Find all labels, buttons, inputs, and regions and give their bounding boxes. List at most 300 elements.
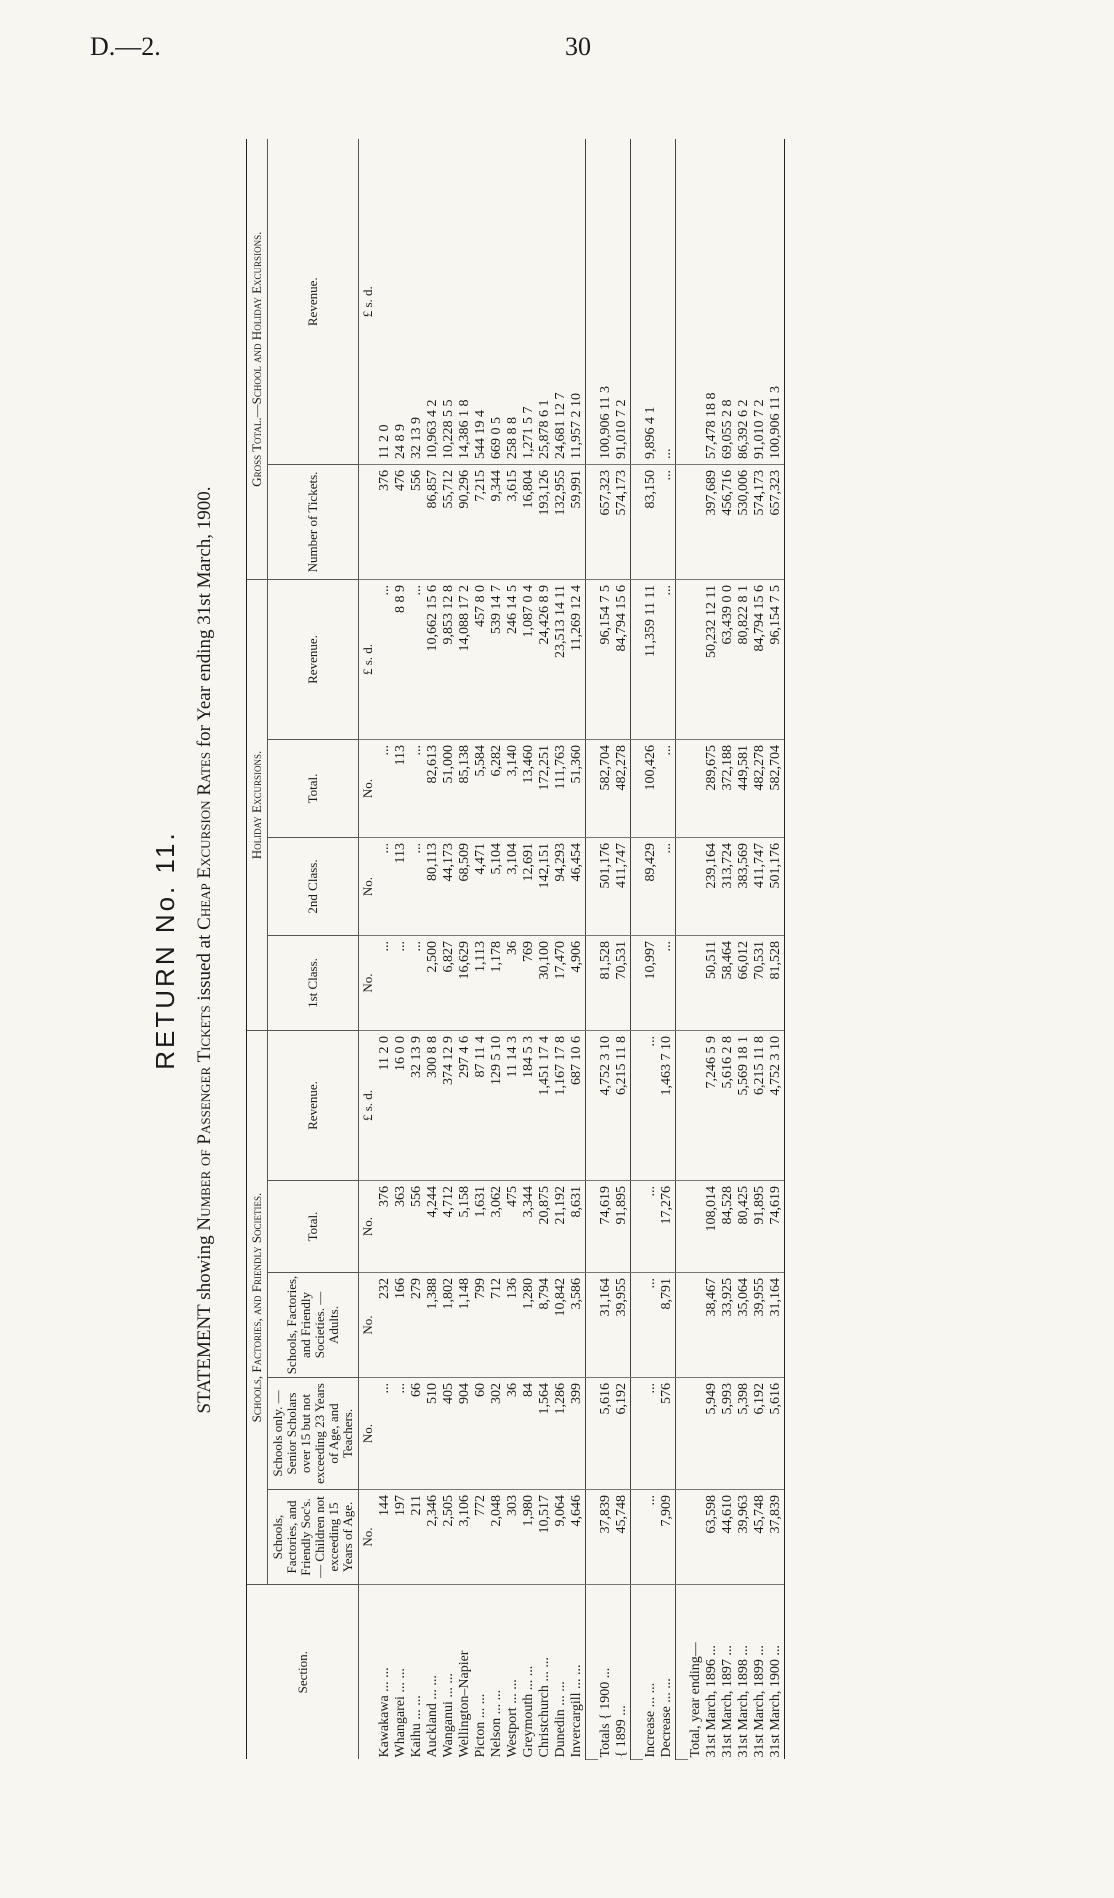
units-row: [359, 139, 378, 1759]
holiday-total-header: Total.: [268, 740, 359, 838]
cell-s_total: 3,062: [489, 1181, 505, 1273]
row-label: 31st March, 1898 ...: [736, 1645, 751, 1758]
cell-h_revenue: 9,853 12 8: [441, 579, 457, 739]
cell-h_revenue: 457 8 0: [473, 579, 489, 739]
statement-text-4: Cheap Excursion Rates: [194, 751, 215, 930]
row-label: Total, year ending—: [688, 1642, 703, 1758]
statement-text-2: Number of Passenger Tickets: [194, 1005, 215, 1231]
cell-h_revenue: 14,088 17 2: [457, 579, 473, 739]
spacer-cell: [586, 936, 599, 1031]
cell-first: 6,827: [441, 936, 457, 1031]
cell-h_total: 582,704: [598, 740, 614, 838]
row-label: Picton ... ...: [473, 1693, 488, 1758]
cell-h_revenue: 1,087 0 4: [521, 579, 537, 739]
spacer-cell: [586, 838, 599, 936]
cell-s_revenue: 11 2 0: [377, 1031, 393, 1181]
cell-s_total: 5,158: [457, 1181, 473, 1273]
page-number: 30: [565, 32, 591, 61]
cell-first: 17,470: [553, 936, 569, 1031]
unit-no: No.: [359, 1490, 378, 1585]
cell-s_total: 20,875: [537, 1181, 553, 1273]
cell-s_total: ...: [643, 1181, 659, 1273]
row-label: Kaihu ... ...: [409, 1695, 424, 1758]
cell-adults: 799: [473, 1273, 489, 1378]
cell-children: 772: [473, 1490, 489, 1585]
unit-lsd: £ s. d.: [359, 1031, 378, 1181]
cell-g_revenue: 11 2 0: [377, 139, 393, 464]
cell-second: 4,471: [473, 838, 489, 936]
cell-h_total: 449,581: [736, 740, 752, 838]
table-row: [489, 139, 505, 1759]
cell-s_revenue: 4,752 3 10: [768, 1031, 785, 1181]
table-row: [393, 139, 409, 1759]
spacer-cell: [586, 1585, 599, 1760]
cell-h_revenue: 10,662 15 6: [425, 579, 441, 739]
cell-first: 2,500: [425, 936, 441, 1031]
spacer-cell: [631, 740, 644, 838]
cell-h_revenue: 80,822 8 1: [736, 579, 752, 739]
spacer-cell: [676, 936, 689, 1031]
cell-h_total: ...: [409, 740, 425, 838]
cell-children: 45,748: [752, 1490, 768, 1585]
cell-g_tickets: 456,716: [720, 464, 736, 579]
section-header: Section.: [247, 1585, 359, 1760]
schools-group-header: Schools, Factories, and Friendly Societies.: [247, 1031, 268, 1585]
table-row: [752, 139, 768, 1759]
cell-first: 30,100: [537, 936, 553, 1031]
spacer-cell: [676, 1378, 689, 1490]
spacer-cell: [586, 1181, 599, 1273]
cell-second: ...: [377, 838, 393, 936]
cell-senior: ...: [643, 1378, 659, 1490]
table-row: [643, 139, 659, 1759]
table-row: [537, 139, 553, 1759]
cell-senior: 6,192: [614, 1378, 631, 1490]
row-label: Auckland ... ...: [425, 1675, 440, 1758]
cell-second: 44,173: [441, 838, 457, 936]
cell-s_revenue: 687 10 6: [569, 1031, 586, 1181]
cell-children: 4,646: [569, 1490, 586, 1585]
cell-adults: 136: [505, 1273, 521, 1378]
statement-title: [194, 140, 216, 1760]
cell-second: 113: [393, 838, 409, 936]
cell-h_revenue: 84,794 15 6: [752, 579, 768, 739]
table-row: [688, 139, 704, 1759]
table-row: [704, 139, 720, 1759]
unit-no: No.: [359, 740, 378, 838]
row-label: Westport ... ...: [505, 1679, 520, 1758]
cell-g_tickets: 657,323: [768, 464, 785, 579]
spacer-row: [676, 139, 689, 1759]
cell-g_tickets: [688, 464, 704, 579]
row-label: 31st March, 1899 ...: [752, 1645, 767, 1758]
row-label: 31st March, 1900 ...: [768, 1585, 785, 1760]
cell-h_revenue: 63,439 0 0: [720, 579, 736, 739]
row-label: Wellington–Napier: [457, 1650, 472, 1758]
cell-children: 10,517: [537, 1490, 553, 1585]
cell-adults: 1,280: [521, 1273, 537, 1378]
cell-h_total: 372,188: [720, 740, 736, 838]
spacer-cell: [676, 1273, 689, 1378]
cell-h_total: 172,251: [537, 740, 553, 838]
cell-senior: 5,949: [704, 1378, 720, 1490]
holiday-revenue-header: Revenue.: [268, 579, 359, 739]
cell-adults: 31,164: [598, 1273, 614, 1378]
cell-g_revenue: 10,963 4 2: [425, 139, 441, 464]
unit-no: No.: [359, 936, 378, 1031]
cell-second: ...: [409, 838, 425, 936]
cell-adults: 10,842: [553, 1273, 569, 1378]
cell-s_total: [688, 1181, 704, 1273]
table-row: [457, 139, 473, 1759]
table-row: [521, 139, 537, 1759]
cell-second: ...: [659, 838, 676, 936]
cell-h_total: [688, 740, 704, 838]
spacer-cell: [586, 1490, 599, 1585]
cell-g_tickets: 376: [377, 464, 393, 579]
cell-senior: 1,564: [537, 1378, 553, 1490]
gross-group-header: Gross Total.—School and Holiday Excursions.: [247, 139, 268, 579]
cell-children: 197: [393, 1490, 409, 1585]
cell-second: 411,747: [752, 838, 768, 936]
cell-children: 63,598: [704, 1490, 720, 1585]
spacer-cell: [631, 579, 644, 739]
unit-lsd: £ s. d.: [359, 139, 378, 464]
spacer-cell: [586, 1378, 599, 1490]
cell-g_revenue: 100,906 11 3: [598, 139, 614, 464]
cell-first: ...: [393, 936, 409, 1031]
cell-h_revenue: ...: [659, 579, 676, 739]
cell-s_revenue: 87 11 4: [473, 1031, 489, 1181]
cell-g_tickets: 59,991: [569, 464, 586, 579]
spacer-cell: [676, 464, 689, 579]
row-label: 31st March, 1897 ...: [720, 1645, 735, 1758]
cell-s_revenue: 32 13 9: [409, 1031, 425, 1181]
cell-second: 313,724: [720, 838, 736, 936]
children-header: Schools, Factories, and Friendly Soc's. — Children not exceeding 15 Years of Age.: [268, 1490, 359, 1585]
cell-g_tickets: 55,712: [441, 464, 457, 579]
cell-s_total: 556: [409, 1181, 425, 1273]
cell-adults: ...: [643, 1273, 659, 1378]
cell-first: 1,113: [473, 936, 489, 1031]
cell-second: 68,509: [457, 838, 473, 936]
cell-adults: 38,467: [704, 1273, 720, 1378]
spacer-cell: [676, 838, 689, 936]
cell-s_revenue: 184 5 3: [521, 1031, 537, 1181]
cell-s_total: 91,895: [614, 1181, 631, 1273]
cell-s_total: 8,631: [569, 1181, 586, 1273]
unit-lsd: £ s. d.: [359, 579, 378, 739]
cell-s_revenue: 6,215 11 8: [614, 1031, 631, 1181]
cell-h_total: 85,138: [457, 740, 473, 838]
cell-g_revenue: 57,478 18 8: [704, 139, 720, 464]
cell-first: 70,531: [752, 936, 768, 1031]
cell-s_revenue: 5,569 18 1: [736, 1031, 752, 1181]
cell-adults: 39,955: [752, 1273, 768, 1378]
row-label: Greymouth ... ...: [521, 1665, 536, 1758]
spacer-cell: [676, 1031, 689, 1181]
cell-senior: ...: [377, 1378, 393, 1490]
cell-adults: 8,794: [537, 1273, 553, 1378]
cell-children: ...: [643, 1490, 659, 1585]
cell-g_revenue: 10,228 5 5: [441, 139, 457, 464]
cell-h_total: 51,360: [569, 740, 586, 838]
cell-h_total: ...: [659, 740, 676, 838]
cell-s_total: 91,895: [752, 1181, 768, 1273]
cell-s_total: 363: [393, 1181, 409, 1273]
cell-senior: 60: [473, 1378, 489, 1490]
table-row: [720, 139, 736, 1759]
spacer-cell: [631, 1585, 644, 1760]
first-class-header: 1st Class.: [268, 936, 359, 1031]
cell-h_total: 3,140: [505, 740, 521, 838]
cell-second: 89,429: [643, 838, 659, 936]
cell-g_revenue: 669 0 5: [489, 139, 505, 464]
cell-g_revenue: 14,386 1 8: [457, 139, 473, 464]
cell-s_total: 475: [505, 1181, 521, 1273]
cell-h_total: 113: [393, 740, 409, 838]
cell-h_total: 13,460: [521, 740, 537, 838]
cell-senior: 36: [505, 1378, 521, 1490]
cell-second: [688, 838, 704, 936]
spacer-cell: [676, 139, 689, 464]
units-blank: [359, 1585, 378, 1760]
cell-h_total: 582,704: [768, 740, 785, 838]
cell-children: 303: [505, 1490, 521, 1585]
cell-g_revenue: 258 8 8: [505, 139, 521, 464]
cell-first: 58,464: [720, 936, 736, 1031]
document-code: D.—2.: [90, 32, 161, 61]
cell-adults: 166: [393, 1273, 409, 1378]
cell-first: ...: [377, 936, 393, 1031]
cell-s_total: 376: [377, 1181, 393, 1273]
cell-h_total: 100,426: [643, 740, 659, 838]
cell-second: 94,293: [553, 838, 569, 936]
cell-s_total: 4,712: [441, 1181, 457, 1273]
cell-s_total: 17,276: [659, 1181, 676, 1273]
cell-g_revenue: 1,271 5 7: [521, 139, 537, 464]
cell-senior: 510: [425, 1378, 441, 1490]
cell-children: 1,980: [521, 1490, 537, 1585]
cell-adults: 8,791: [659, 1273, 676, 1378]
cell-first: 36: [505, 936, 521, 1031]
cell-g_revenue: 86,392 6 2: [736, 139, 752, 464]
spacer-cell: [586, 139, 599, 464]
cell-senior: 405: [441, 1378, 457, 1490]
table-row: [736, 139, 752, 1759]
statement-text-1: STATEMENT showing: [194, 1230, 215, 1414]
cell-h_revenue: 96,154 7 5: [768, 579, 785, 739]
spacer-cell: [676, 740, 689, 838]
cell-senior: 1,286: [553, 1378, 569, 1490]
cell-g_tickets: 16,804: [521, 464, 537, 579]
row-label: Invercargill ... ...: [569, 1664, 584, 1758]
cell-children: 144: [377, 1490, 393, 1585]
cell-g_revenue: 69,055 2 8: [720, 139, 736, 464]
cell-s_total: 1,631: [473, 1181, 489, 1273]
cell-children: 3,106: [457, 1490, 473, 1585]
cell-first: 50,511: [704, 936, 720, 1031]
cell-g_tickets: 3,615: [505, 464, 521, 579]
cell-second: 12,691: [521, 838, 537, 936]
cell-g_tickets: 9,344: [489, 464, 505, 579]
row-label: { 1899 ...: [614, 1705, 629, 1758]
unit-blank: [359, 464, 378, 579]
cell-second: 3,104: [505, 838, 521, 936]
cell-senior: 5,616: [598, 1378, 614, 1490]
cell-s_revenue: 374 12 9: [441, 1031, 457, 1181]
cell-senior: 6,192: [752, 1378, 768, 1490]
excursion-table: [246, 139, 785, 1760]
cell-h_revenue: ...: [409, 579, 425, 739]
cell-h_revenue: ...: [377, 579, 393, 739]
cell-first: 66,012: [736, 936, 752, 1031]
cell-h_revenue: 84,794 15 6: [614, 579, 631, 739]
cell-second: 46,454: [569, 838, 586, 936]
unit-no: No.: [359, 838, 378, 936]
row-label: Nelson ... ...: [489, 1689, 504, 1758]
cell-g_tickets: 574,173: [752, 464, 768, 579]
cell-h_revenue: 11,269 12 4: [569, 579, 586, 739]
table-row: [409, 139, 425, 1759]
cell-g_tickets: 657,323: [598, 464, 614, 579]
cell-s_revenue: 297 4 6: [457, 1031, 473, 1181]
spacer-cell: [631, 1490, 644, 1585]
cell-senior: 5,398: [736, 1378, 752, 1490]
cell-first: ...: [659, 936, 676, 1031]
statement-text-5: for Year ending 31st March, 1900.: [194, 486, 215, 752]
cell-g_revenue: 9,896 4 1: [643, 139, 659, 464]
table-row: [377, 139, 393, 1759]
cell-s_total: 3,344: [521, 1181, 537, 1273]
cell-adults: 232: [377, 1273, 393, 1378]
cell-adults: 3,586: [569, 1273, 586, 1378]
cell-children: 2,346: [425, 1490, 441, 1585]
cell-children: 37,839: [768, 1490, 785, 1585]
cell-g_revenue: 25,878 6 1: [537, 139, 553, 464]
row-label: Christchurch ... ...: [537, 1657, 552, 1758]
cell-senior: 5,993: [720, 1378, 736, 1490]
cell-s_total: 4,244: [425, 1181, 441, 1273]
row-label: Kawakawa ... ...: [377, 1667, 392, 1758]
cell-h_revenue: 539 14 7: [489, 579, 505, 739]
cell-senior: 904: [457, 1378, 473, 1490]
cell-children: 2,505: [441, 1490, 457, 1585]
row-label: Whangarei ... ...: [393, 1668, 408, 1758]
spacer-cell: [631, 936, 644, 1031]
cell-s_revenue: 1,463 7 10: [659, 1031, 676, 1181]
cell-h_revenue: 24,426 8 9: [537, 579, 553, 739]
holiday-group-header: Holiday Excursions.: [247, 579, 268, 1030]
cell-second: 411,747: [614, 838, 631, 936]
cell-s_total: 74,619: [768, 1181, 785, 1273]
cell-h_total: 289,675: [704, 740, 720, 838]
cell-first: 16,629: [457, 936, 473, 1031]
cell-h_total: 111,763: [553, 740, 569, 838]
spacer-cell: [676, 1490, 689, 1585]
cell-s_revenue: 6,215 11 8: [752, 1031, 768, 1181]
cell-senior: 302: [489, 1378, 505, 1490]
statement-area: [150, 140, 990, 1760]
schools-revenue-header: Revenue.: [268, 1031, 359, 1181]
spacer-cell: [631, 139, 644, 464]
spacer-row: [631, 139, 644, 1759]
spacer-cell: [586, 1031, 599, 1181]
cell-senior: [688, 1378, 704, 1490]
unit-no: No.: [359, 1273, 378, 1378]
cell-s_total: 74,619: [598, 1181, 614, 1273]
spacer-cell: [631, 464, 644, 579]
cell-s_revenue: 1,167 17 8: [553, 1031, 569, 1181]
cell-h_revenue: 23,513 14 11: [553, 579, 569, 739]
cell-h_total: 82,613: [425, 740, 441, 838]
return-title: RETURN No. 11.: [150, 830, 180, 1070]
cell-first: ...: [409, 936, 425, 1031]
row-label: 31st March, 1896 ...: [704, 1645, 719, 1758]
cell-adults: 33,925: [720, 1273, 736, 1378]
cell-g_revenue: 100,906 11 3: [768, 139, 785, 464]
gross-tickets-header: Number of Tickets.: [268, 464, 359, 579]
cell-first: 4,906: [569, 936, 586, 1031]
table-row: [598, 139, 614, 1759]
row-label: Wanganui ... ...: [441, 1673, 456, 1758]
cell-adults: 1,148: [457, 1273, 473, 1378]
cell-g_revenue: 24 8 9: [393, 139, 409, 464]
cell-s_total: 84,528: [720, 1181, 736, 1273]
spacer-cell: [586, 579, 599, 739]
cell-h_revenue: 50,232 12 11: [704, 579, 720, 739]
cell-adults: 712: [489, 1273, 505, 1378]
cell-h_total: 51,000: [441, 740, 457, 838]
cell-g_tickets: 90,296: [457, 464, 473, 579]
schools-total-header: Total.: [268, 1181, 359, 1273]
adults-header: Schools, Factories, and Friendly Societies. — Adults.: [268, 1273, 359, 1378]
cell-adults: [688, 1273, 704, 1378]
cell-h_revenue: 8 8 9: [393, 579, 409, 739]
cell-s_revenue: 5,616 2 8: [720, 1031, 736, 1181]
cell-first: 1,178: [489, 936, 505, 1031]
table-row: [441, 139, 457, 1759]
table-body: [359, 139, 785, 1759]
senior-header: Schools only. — Senior Scholars over 15 but not exceeding 23 Years of Age, and Teachers.: [268, 1378, 359, 1490]
cell-adults: 31,164: [768, 1273, 785, 1378]
cell-s_revenue: ...: [643, 1031, 659, 1181]
cell-first: 70,531: [614, 936, 631, 1031]
cell-g_tickets: 556: [409, 464, 425, 579]
cell-s_revenue: 300 8 8: [425, 1031, 441, 1181]
row-label: Decrease ... ...: [659, 1678, 674, 1758]
cell-first: 10,997: [643, 936, 659, 1031]
cell-children: [688, 1490, 704, 1585]
cell-g_tickets: 86,857: [425, 464, 441, 579]
cell-g_tickets: 7,215: [473, 464, 489, 579]
cell-children: 7,909: [659, 1490, 676, 1585]
cell-g_tickets: 193,126: [537, 464, 553, 579]
table-row: [553, 139, 569, 1759]
cell-senior: 66: [409, 1378, 425, 1490]
cell-children: 45,748: [614, 1490, 631, 1585]
cell-g_tickets: 530,006: [736, 464, 752, 579]
cell-senior: 399: [569, 1378, 586, 1490]
cell-adults: 35,064: [736, 1273, 752, 1378]
table-row: [614, 139, 631, 1759]
cell-s_revenue: 16 0 0: [393, 1031, 409, 1181]
gross-revenue-header: Revenue.: [268, 139, 359, 464]
cell-senior: 5,616: [768, 1378, 785, 1490]
cell-children: 9,064: [553, 1490, 569, 1585]
cell-h_revenue: 96,154 7 5: [598, 579, 614, 739]
cell-g_revenue: 91,010 7 2: [752, 139, 768, 464]
